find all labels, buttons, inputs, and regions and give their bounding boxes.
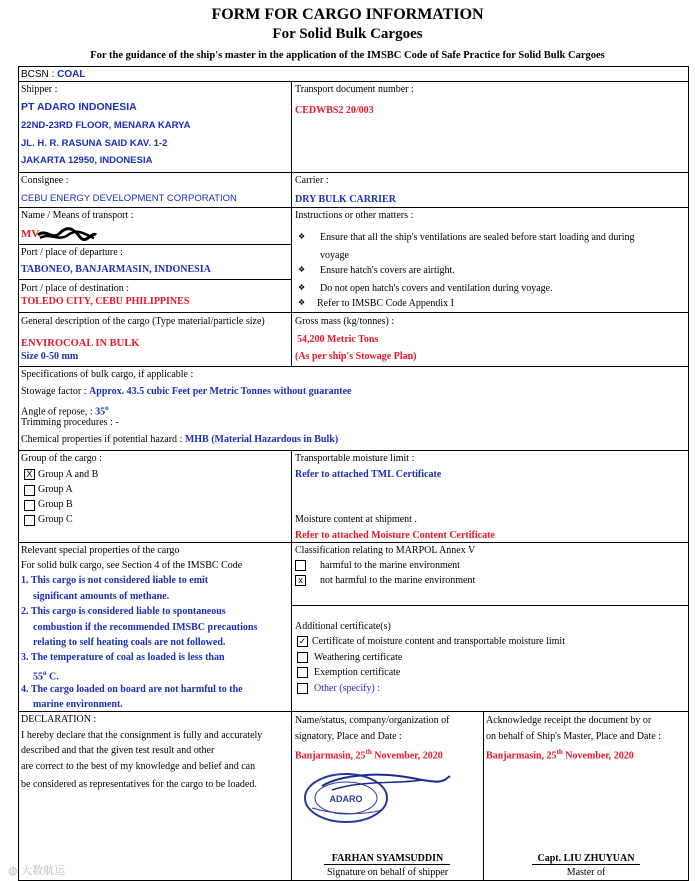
not-harmful-checkbox[interactable]: x: [295, 575, 306, 586]
transport-doc-label: Transport document number :: [295, 84, 414, 95]
shipper-date: November, 2020: [371, 750, 443, 762]
declaration-line: be considered as representatives for the cargo to be loaded.: [21, 779, 257, 790]
weathering-cert-checkbox[interactable]: [297, 652, 308, 663]
group-ab-checkbox[interactable]: X: [24, 469, 35, 480]
repose-unit: o: [105, 404, 109, 412]
stowage-factor: [21, 385, 351, 398]
instruction-item: voyage: [320, 250, 349, 261]
specifications-label: Specifications of bulk cargo, if applicable :: [21, 369, 194, 380]
watermark: [8, 864, 65, 877]
weathering-cert-label: Weathering certificate: [314, 652, 403, 663]
certificates-label: Additional certificate(s): [295, 621, 391, 632]
repose-value: 35: [95, 406, 106, 418]
group-c-checkbox[interactable]: [24, 515, 35, 526]
cargo-size: Size 0-50 mm: [21, 351, 79, 362]
property-line: marine environment.: [33, 699, 123, 710]
destination-label: Port / place of destination :: [21, 283, 130, 294]
transport-means-label: Name / Means of transport :: [21, 210, 134, 221]
master-signatory-name: Capt. LIU ZHUYUAN: [537, 853, 635, 864]
stowage-value: Approx. 43.5 cubic Feet per Metric Tonnes without guarantee: [89, 386, 352, 397]
watermark-text: 大数航运: [21, 864, 66, 877]
exemption-cert-label: Exemption certificate: [314, 667, 401, 678]
form-title: FORM FOR CARGO INFORMATION: [211, 6, 484, 23]
shipper-signatory-role: Signature on behalf of shipper: [326, 867, 449, 878]
watermark-icon: ◍: [8, 864, 18, 877]
chemical-label: Chemical properties if potential hazard :: [21, 434, 183, 445]
special-properties-label: Relevant special properties of the cargo: [21, 545, 180, 556]
departure-label: Port / place of departure :: [21, 247, 123, 258]
shipper-signatory-name: FARHAN SYAMSUDDIN: [331, 853, 444, 864]
group-ab-label: Group A and B: [38, 469, 99, 480]
master-signatory-role: Master of: [566, 867, 606, 878]
redaction-scribble: [36, 226, 98, 244]
bcsn-label: BCSN :: [21, 69, 55, 80]
consignee-label: Consignee :: [21, 175, 69, 186]
master-sign-label-1: Acknowledge receipt the document by or: [486, 715, 652, 726]
chemical-value: MHB (Material Hazardous in Bulk): [184, 434, 339, 445]
master-name-underline: [532, 864, 640, 865]
declaration-line: are correct to the best of my knowledge and belief and can: [21, 761, 256, 772]
instruction-item: Refer to IMSBC Code Appendix I: [317, 298, 454, 309]
bcsn-value: COAL: [57, 69, 86, 80]
bullet-icon: ❖: [298, 265, 306, 274]
bcsn-field: [21, 68, 85, 81]
vessel-name: MV: [21, 228, 40, 240]
shipper-sign-label-1: Name/status, company/organization of: [295, 715, 450, 726]
temp-unit: C.: [46, 671, 59, 683]
shipper-address-3: JAKARTA 12950, INDONESIA: [21, 155, 153, 166]
company-stamp-signature: [302, 768, 452, 826]
master-sign-date: [486, 746, 634, 762]
gross-mass-label: Gross mass (kg/tonnes) :: [295, 316, 395, 327]
other-cert-label: Other (specify) :: [314, 683, 381, 694]
shipper-label: Shipper :: [21, 84, 58, 95]
property-line: 4. The cargo loaded on board are not harmful to the: [21, 684, 243, 695]
group-c-label: Group C: [38, 514, 73, 525]
master-date-suffix: th: [556, 748, 563, 756]
group-a-checkbox[interactable]: [24, 485, 35, 496]
gross-mass-note: (As per ship's Stowage Plan): [295, 351, 417, 362]
marpol-label: Classification relating to MARPOL Annex V: [295, 545, 476, 556]
shipper-sign-label-2: signatory, Place and Date :: [295, 731, 402, 742]
declaration-line: I hereby declare that the consignment is fully and accurately: [21, 730, 263, 741]
temp-value: 55: [33, 671, 43, 683]
repose-label: Angle of repose, :: [21, 406, 93, 418]
moisture-limit-value: Refer to attached TML Certificate: [295, 469, 442, 480]
group-b-checkbox[interactable]: [24, 500, 35, 511]
moisture-cert-label: Certificate of moisture content and transportable moisture limit: [312, 636, 565, 647]
bullet-icon: ❖: [298, 283, 306, 292]
carrier-label: Carrier :: [295, 175, 329, 186]
shipper-date-suffix: th: [365, 748, 372, 756]
master-sign-label-2: on behalf of Ship's Master, Place and Date :: [486, 731, 661, 742]
moisture-limit-label: Transportable moisture limit :: [295, 453, 415, 464]
property-line: relating to self heating coals are not followed.: [33, 637, 226, 648]
master-date: November, 2020: [562, 750, 634, 762]
special-properties-intro: For solid bulk cargo, see Section 4 of the IMSBC Code: [21, 560, 243, 571]
property-line: 1. This cargo is not considered liable to emit: [21, 575, 209, 586]
cargo-name: ENVIROCOAL IN BULK: [21, 338, 140, 349]
destination-value: TOLEDO CITY, CEBU PHILIPPINES: [21, 296, 190, 307]
property-line: combustion if the recommended IMSBC precautions: [33, 622, 258, 633]
shipper-address-2: JL. H. R. RASUNA SAID KAV. 1-2: [21, 138, 168, 149]
instruction-item: Ensure that all the ship's ventilations are sealed before start loading and during: [320, 232, 635, 243]
instruction-item: Do not open hatch's covers and ventilation during voyage.: [320, 283, 553, 294]
not-harmful-label: not harmful to the marine environment: [320, 575, 476, 586]
form-guidance: For the guidance of the ship's master in the application of the IMSBC Code of Safe Practice for Solid Bulk Cargoes: [90, 50, 605, 61]
moisture-content-value: Refer to attached Moisture Content Certificate: [295, 530, 495, 541]
property-temp: [33, 667, 59, 683]
shipper-name-underline: [324, 864, 450, 865]
harmful-checkbox[interactable]: [295, 560, 306, 571]
chemical-properties: [21, 433, 338, 446]
other-cert-checkbox[interactable]: [297, 683, 308, 694]
transport-doc-number: CEDWBS2 20/003: [295, 105, 374, 116]
group-b-label: Group B: [38, 499, 73, 510]
carrier-value: DRY BULK CARRIER: [295, 194, 396, 205]
departure-value: TABONEO, BANJARMASIN, INDONESIA: [21, 264, 211, 275]
property-line: 3. The temperature of coal as loaded is less than: [21, 652, 225, 663]
moisture-cert-checkbox[interactable]: ✓: [298, 636, 307, 646]
property-line: 2. This cargo is considered liable to spontaneous: [21, 606, 226, 617]
stowage-label: Stowage factor :: [21, 386, 87, 397]
declaration-line: described and that the given test result and other: [21, 745, 215, 756]
form-subtitle: For Solid Bulk Cargoes: [272, 26, 423, 42]
stamp-text: ADARO: [329, 794, 363, 804]
cargo-description-label: General description of the cargo (Type material/particle size): [21, 316, 265, 327]
declaration-label: DECLARATION :: [21, 714, 97, 725]
temp-degree: o: [43, 669, 47, 677]
moisture-content-label: Moisture content at shipment .: [295, 514, 417, 525]
group-a-label: Group A: [38, 484, 73, 495]
master-place: Banjarmasin, 25: [486, 750, 557, 762]
shipper-address-1: 22ND-23RD FLOOR, MENARA KARYA: [21, 120, 191, 131]
property-line: significant amounts of methane.: [33, 591, 170, 602]
group-label: Group of the cargo :: [21, 453, 102, 464]
shipper-name: PT ADARO INDONESIA: [21, 101, 137, 113]
bullet-icon: ❖: [298, 232, 306, 241]
shipper-sign-date: [295, 746, 443, 762]
shipper-place: Banjarmasin, 25: [295, 750, 366, 762]
consignee-value: CEBU ENERGY DEVELOPMENT CORPORATION: [21, 193, 237, 204]
bullet-icon: ❖: [298, 298, 306, 307]
instruction-item: Ensure hatch's covers are airtight.: [320, 265, 455, 276]
trimming-procedures: Trimming procedures : -: [21, 417, 119, 428]
exemption-cert-checkbox[interactable]: [297, 667, 308, 678]
gross-mass-value: 54,200 Metric Tons: [297, 334, 379, 345]
harmful-label: harmful to the marine environment: [320, 560, 460, 571]
instructions-label: Instructions or other matters :: [295, 210, 414, 221]
